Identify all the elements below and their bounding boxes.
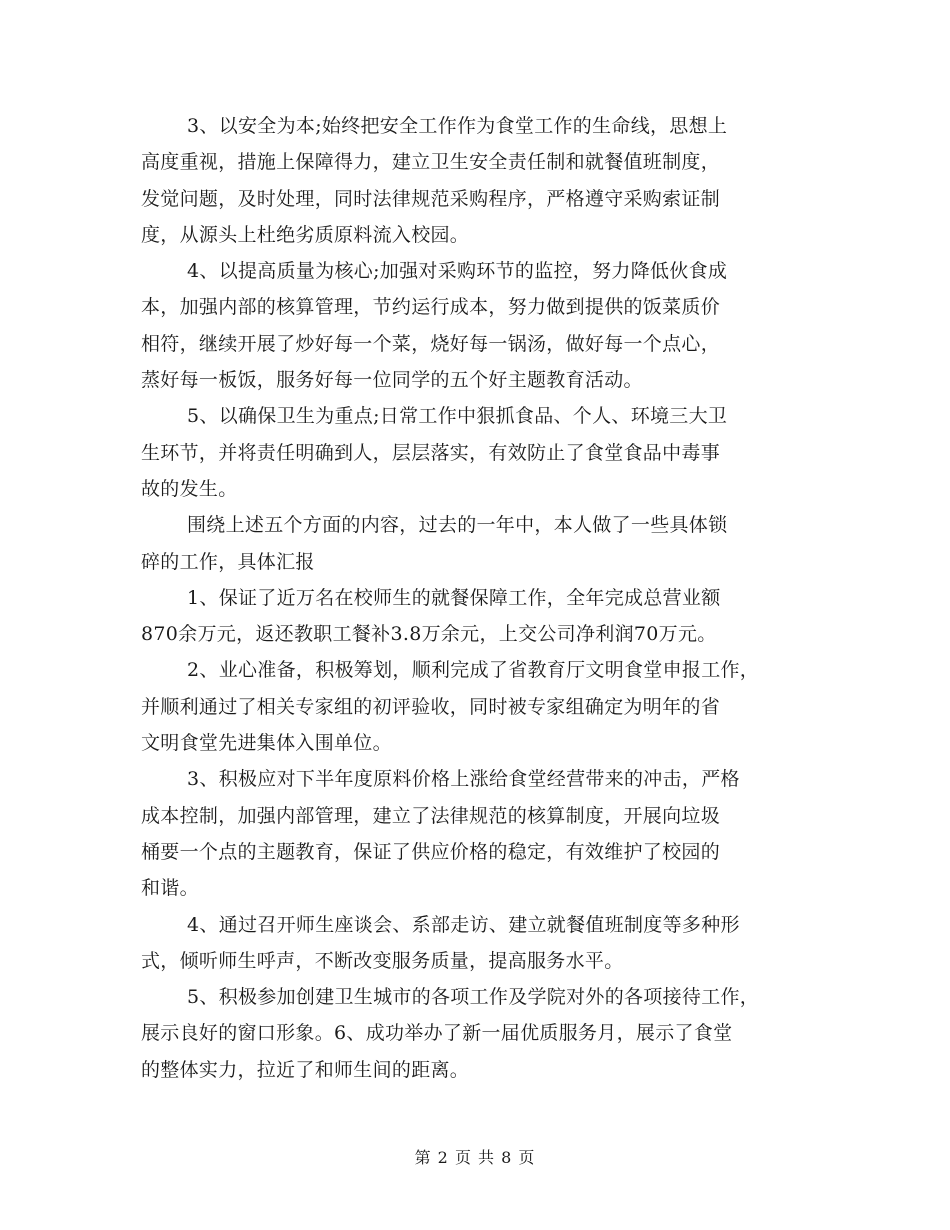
text-line: 4、以提高质量为核心;加强对采购环节的监控，努力降低伙食成 (187, 260, 728, 283)
text-line: 文明食堂先进集体入围单位。 (141, 732, 392, 755)
text-line: 5、积极参加创建卫生城市的各项工作及学院对外的各项接待工作， (187, 986, 760, 1009)
text-line: 蒸好每一板饭，服务好每一位同学的五个好主题教育活动。 (141, 369, 643, 392)
page-number-footer: 第 2 页 共 8 页 (414, 1148, 536, 1167)
text-line: 5、以确保卫生为重点;日常工作中狠抓食品、个人、环境三大卫 (187, 405, 728, 428)
text-line: 3、以安全为本;始终把安全工作作为食堂工作的生命线，思想上 (187, 115, 728, 137)
text-line: 的整体实力，拉近了和师生间的距离。 (141, 1058, 470, 1081)
text-line: 生环节，并将责任明确到人，层层落实，有效防止了食堂食品中毒事 (141, 441, 721, 464)
text-line: 相符，继续开展了炒好每一个菜，烧好每一锅汤，做好每一个点心， (141, 332, 721, 355)
text-line: 870余万元，返还教职工餐补3.8万余元，上交公司净利润70万元。 (141, 623, 717, 646)
text-line: 本，加强内部的核算管理，节约运行成本，努力做到提供的饭菜质价 (141, 296, 721, 319)
text-line: 式，倾听师生呼声，不断改变服务质量，提高服务水平。 (141, 949, 624, 972)
text-line: 1、保证了近万名在校师生的就餐保障工作，全年完成总营业额 (187, 586, 721, 609)
text-line: 3、积极应对下半年度原料价格上涨给食堂经营带来的冲击，严格 (187, 768, 740, 791)
text-line: 度，从源头上杜绝劣质原料流入校园。 (141, 223, 470, 246)
text-line: 和谐。 (141, 877, 199, 900)
text-line: 成本控制，加强内部管理，建立了法律规范的核算制度，开展向垃圾 (141, 804, 721, 827)
text-line: 桶要一个点的主题教育，保证了供应价格的稳定，有效维护了校园的 (141, 840, 721, 863)
text-line: 围绕上述五个方面的内容，过去的一年中，本人做了一些具体锁 (187, 514, 728, 537)
text-line: 高度重视，措施上保障得力，建立卫生安全责任制和就餐值班制度， (141, 151, 721, 174)
text-line: 故的发生。 (141, 477, 238, 500)
document-body (141, 108, 809, 1088)
text-line: 展示良好的窗口形象。6、成功举办了新一届优质服务月，展示了食堂 (141, 1022, 733, 1045)
text-line: 4、通过召开师生座谈会、系部走访、建立就餐值班制度等多种形 (187, 913, 740, 936)
text-line: 2、业心准备，积极筹划，顺利完成了省教育厅文明食堂申报工作， (187, 659, 760, 682)
text-line: 碎的工作，具体汇报 (141, 550, 315, 573)
text-line: 发觉问题，及时处理，同时法律规范采购程序，严格遵守采购索证制 (141, 187, 721, 210)
text-line: 并顺利通过了相关专家组的初评验收，同时被专家组确定为明年的省 (141, 695, 721, 718)
